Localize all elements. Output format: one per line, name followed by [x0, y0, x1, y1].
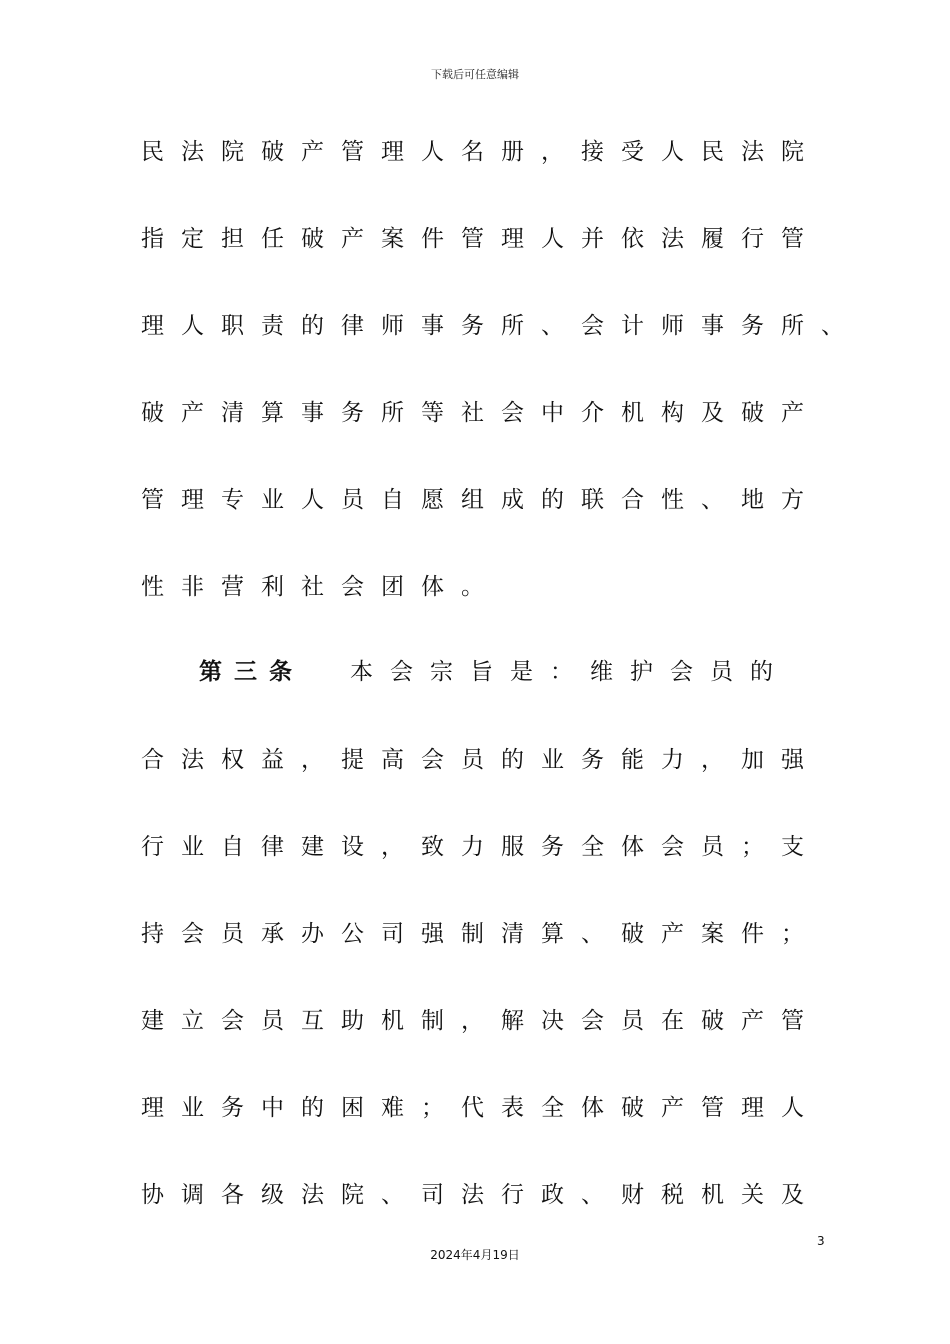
body-line-1: 民法院破产管理人名册，接受人民法院 — [141, 139, 821, 165]
article-line-5: 理业务中的困难；代表全体破产管理人 — [141, 1095, 821, 1121]
page-header: 下载后可任意编辑 — [431, 68, 519, 81]
body-line-4: 破产清算事务所等社会中介机构及破产 — [141, 400, 821, 426]
body-line-2: 指定担任破产案件管理人并依法履行管 — [141, 226, 821, 252]
body-line-6: 性非营利社会团体。 — [141, 574, 501, 600]
article-heading-line — [199, 657, 790, 687]
article-line-1: 合法权益，提高会员的业务能力，加强 — [141, 747, 821, 773]
article-line-2: 行业自律建设，致力服务全体会员；支 — [141, 834, 821, 860]
article-line-3: 持会员承办公司强制清算、破产案件； — [141, 921, 821, 947]
article-line-6: 协调各级法院、司法行政、财税机关及 — [141, 1182, 821, 1208]
article-title: 第三条 — [199, 659, 304, 685]
article-line-4: 建立会员互助机制，解决会员在破产管 — [141, 1008, 821, 1034]
page-number: 3 — [817, 1234, 825, 1248]
page-footer-date: 2024年4月19日 — [430, 1248, 520, 1262]
body-line-3: 理人职责的律师事务所、会计师事务所、 — [141, 313, 861, 339]
article-first-line: 本会宗旨是：维护会员的 — [350, 659, 790, 685]
body-line-5: 管理专业人员自愿组成的联合性、地方 — [141, 487, 821, 513]
